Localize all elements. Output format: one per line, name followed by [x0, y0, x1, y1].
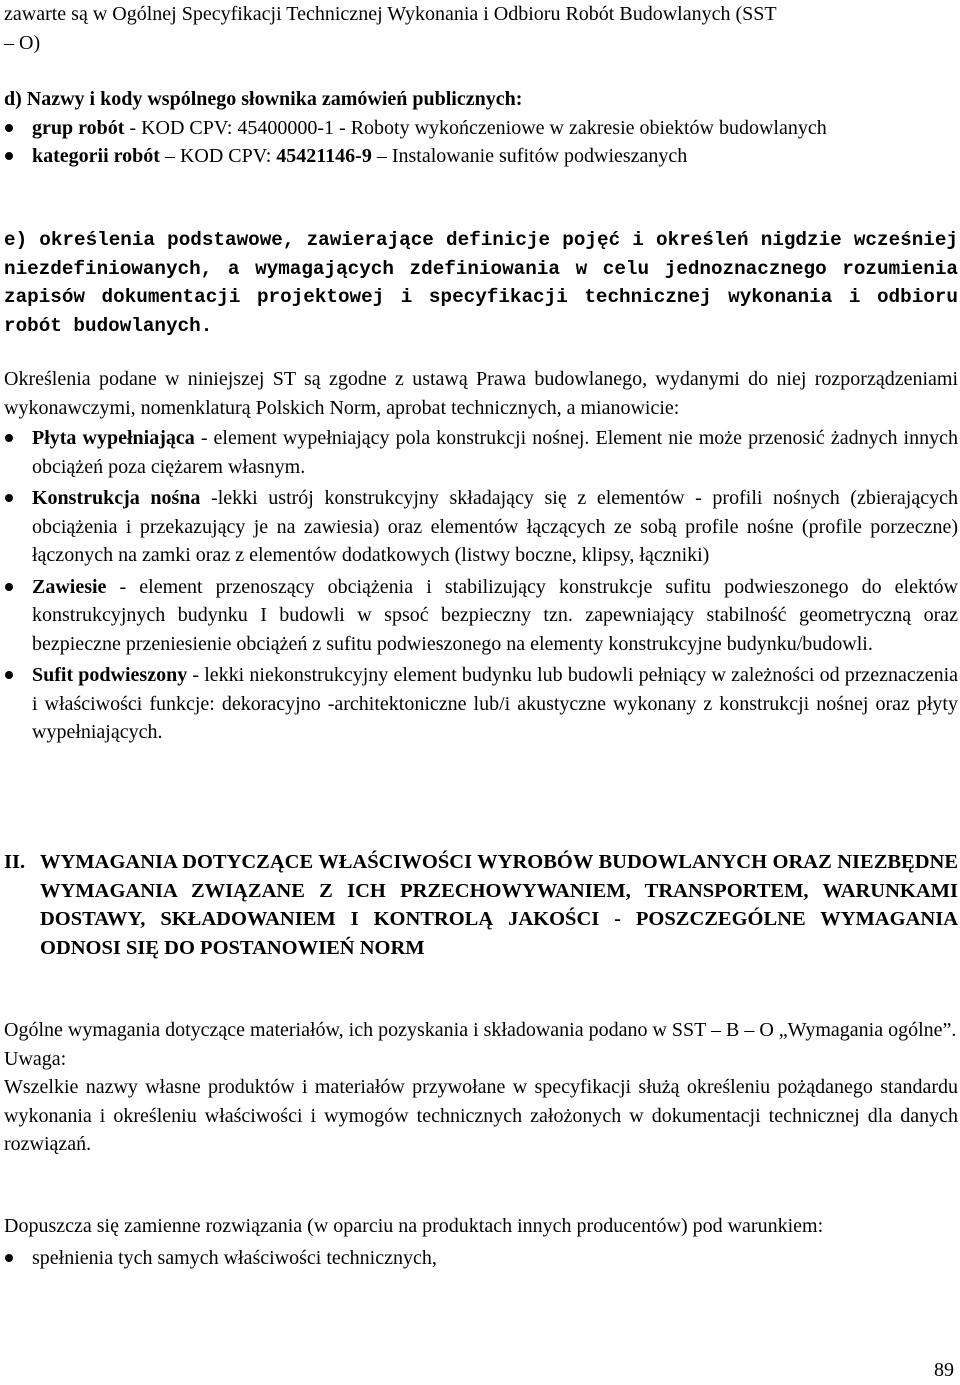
definitions-section: [4, 365, 958, 747]
cpv-group-label: grup robót: [32, 116, 125, 139]
cpv-group-item: [4, 114, 958, 143]
cpv-category-mid: – KOD CPV:: [159, 145, 277, 167]
definition-term: Konstrukcja nośna: [32, 487, 201, 509]
note-label: Uwaga:: [4, 1047, 67, 1070]
definition-text: -lekki ustrój konstrukcyjny składający się z elementów - profili nośnych (zbierających obciążenia i przekazujący je na zawiesia) oraz elementów łączących ze sobą profile nośne (profile porzeczne) łączonych na zamki oraz z elementów dodatkowych (listwy boczne, klipsy, łączniki): [32, 487, 958, 566]
alternative-item-text: spełnienia tych samych właściwości technicznych,: [32, 1246, 437, 1269]
definition-term: Płyta wypełniająca: [32, 427, 195, 449]
intro-paragraph: [4, 0, 958, 57]
definition-item: [4, 661, 958, 747]
alternatives-text: Dopuszcza się zamienne rozwiązania (w oparciu na produktach innych producentów) pod warunkiem:: [4, 1215, 824, 1237]
section-d-heading: d) Nazwy i kody wspólnego słownika zamówień publicznych:: [4, 88, 523, 110]
definition-term: Sufit podwieszony: [32, 664, 188, 686]
note-text: Wszelkie nazwy własne produktów i materiałów przywołane w specyfikacji służą określeniu pożądanego standardu wykonania i określeniu właściwości i wymogów technicznych założonych w dokumentacji technicznej dla danych rozwiązań.: [4, 1076, 958, 1155]
definitions-intro: Określenia podane w niniejszej ST są zgodne z ustawą Prawa budowlanego, wydanymi do niej rozporządzeniami wykonawczymi, nomenklaturą Polskich Norm, aprobat technicznych, a mianowicie:: [4, 368, 958, 419]
definition-item: [4, 424, 958, 481]
section-e-text: e) określenia podstawowe, zawierające definicje pojęć i określeń nigdzie wcześniej niezdefiniowanych, a wymagających zdefiniowania w celu jednoznacznego rozumienia zapisów dokumentacji projektowej i specyfikacji technicznej wykonania i odbioru robót budowlanych.: [4, 229, 958, 337]
cpv-category-item: [4, 142, 958, 171]
intro-line-2: – O): [4, 31, 41, 54]
cpv-category-code: 45421146-9: [276, 145, 372, 167]
general-text: Ogólne wymagania dotyczące materiałów, ich pozyskania i składowania podano w SST – B – O „Wymagania ogólne”.: [4, 1019, 957, 1041]
alternative-item: [4, 1244, 958, 1273]
alternatives-section: [4, 1212, 958, 1272]
definition-text: - element wypełniający pola konstrukcji nośnej. Element nie może przenosić żadnych innych obciążeń poza ciężarem własnym.: [32, 427, 958, 478]
section-ii-title: WYMAGANIA DOTYCZĄCE WŁAŚCIWOŚCI WYROBÓW BUDOWLANYCH ORAZ NIEZBĘDNE WYMAGANIA ZWIĄZANE Z ICH PRZECHOWYWANIEM, TRANSPORTEM, WARUNKAMI DOSTAWY, SKŁADOWANIEM I KONTROLĄ JAKOŚCI - POSZCZEGÓLNE WYMAGANIA ODNOSI SIĘ DO POSTANOWIEŃ NORM: [40, 851, 958, 959]
general-requirements: [4, 1016, 958, 1159]
page-number: 89: [934, 1359, 954, 1381]
section-e: [4, 226, 958, 340]
cpv-group-text: - KOD CPV: 45400000-1 - Roboty wykończeniowe w zakresie obiektów budowlanych: [124, 116, 827, 139]
definition-text: - element przenoszący obciążenia i stabilizujący konstrukcje sufitu podwieszonego do elektów konstrukcyjnych budynku I budowli w spsoć bezpieczny tzn. zapewniający stabilność geometryczną oraz bezpieczne przeniesienie obciążeń z sufitu podwieszonego na elementy konstrukcyjne budynku/budowli.: [32, 575, 958, 655]
definition-item: [4, 573, 958, 659]
intro-line-1: zawarte są w Ogólnej Specyfikacji Technicznej Wykonania i Odbioru Robót Budowlanych (SST: [4, 3, 777, 25]
definition-item: [4, 484, 958, 570]
cpv-category-label: kategorii robót: [32, 145, 160, 167]
cpv-category-text: – Instalowanie sufitów podwieszanych: [371, 145, 688, 167]
section-ii-number: II.: [4, 851, 26, 873]
section-d: [4, 85, 958, 171]
definition-text: - lekki niekonstrukcyjny element budynku lub budowli pełniący w zależności od przeznaczenia i właściwości funkcje: dekoracyjno -architektoniczne lub/i akustyczne wykonany z konstrukcji nośnej oraz płyty wypełniających.: [32, 664, 959, 743]
definition-term: Zawiesie: [32, 575, 107, 598]
section-ii: [4, 848, 958, 962]
